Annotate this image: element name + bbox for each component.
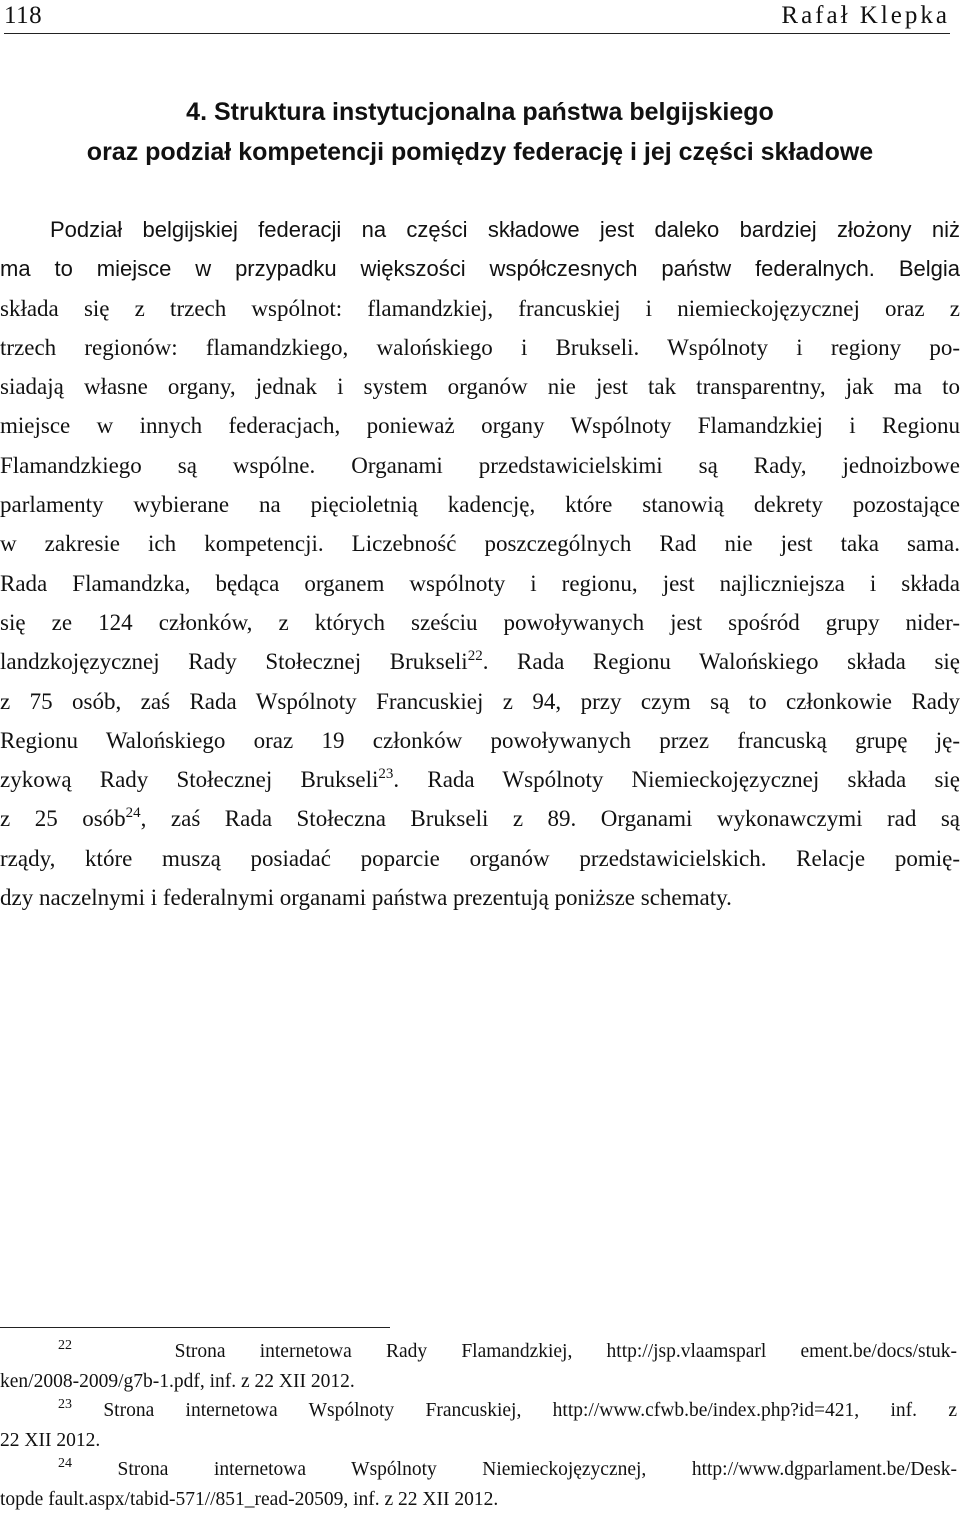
footnotes bbox=[0, 1337, 957, 1514]
section-heading-line: oraz podział kompetencji pomiędzy federację i jej części składowe bbox=[0, 132, 960, 172]
line-text: landzkojęzycznej Rady Stołecznej Brukseli bbox=[0, 649, 468, 674]
footnote-number: 22 bbox=[58, 1338, 72, 1353]
line-text: , zaś Rada Stołeczna Brukseli z 89. Organami wykonawczymi rad są bbox=[141, 806, 960, 831]
footnote-22 bbox=[0, 1337, 957, 1367]
footnote-text: Strona internetowa Rady Flamandzkiej, http://jsp.vlaamsparl ement.be/docs/stuk- bbox=[175, 1341, 957, 1362]
paragraph-line: Regionu Walońskiego oraz 19 członków powoływanych przez francuską grupę ję- bbox=[0, 721, 960, 760]
paragraph-line: składa się z trzech wspólnot: flamandzkiej, francuskiej i niemieckojęzycznej oraz z bbox=[0, 289, 960, 328]
footnote-ref-22[interactable]: 22 bbox=[468, 648, 483, 664]
paragraph-line bbox=[0, 799, 960, 838]
paragraph-line: się ze 124 członków, z których sześciu powoływanych jest spośród grupy nider- bbox=[0, 603, 960, 642]
line-text: z 25 osób bbox=[0, 806, 126, 831]
footnote-23-cont: 22 XII 2012. bbox=[0, 1426, 957, 1456]
footnote-text: Strona internetowa Wspólnoty Niemieckojęzycznej, http://www.dgparlament.be/Desk- bbox=[118, 1459, 957, 1480]
line-text: zykową Rady Stołecznej Brukseli bbox=[0, 767, 378, 792]
footnote-number: 23 bbox=[58, 1397, 72, 1412]
line-text: . Rada Wspólnoty Niemieckojęzycznej składa się bbox=[393, 767, 960, 792]
paragraph-line: dzy naczelnymi i federalnymi organami państwa prezentują poniższe schematy. bbox=[0, 878, 960, 917]
paragraph-line: parlamenty wybierane na pięcioletnią kadencję, które stanowią dekrety pozostające bbox=[0, 485, 960, 524]
paragraph-line: siadają własne organy, jednak i system organów nie jest tak transparentny, jak ma to bbox=[0, 367, 960, 406]
paragraph-line: w zakresie ich kompetencji. Liczebność poszczególnych Rad nie jest taka sama. bbox=[0, 524, 960, 563]
footnote-24-cont: topde fault.aspx/tabid-571//851_read-20509, inf. z 22 XII 2012. bbox=[0, 1485, 957, 1514]
footnote-text: Strona internetowa Wspólnoty Francuskiej, http://www.cfwb.be/index.php?id=421, inf. z bbox=[103, 1400, 957, 1421]
paragraph-line: ma to miejsce w przypadku większości współczesnych państw federalnych. Belgia bbox=[0, 249, 960, 288]
footnote-24 bbox=[0, 1455, 957, 1485]
paragraph-line bbox=[0, 642, 960, 681]
page-header bbox=[4, 0, 950, 34]
section-heading bbox=[0, 92, 960, 172]
header-rule bbox=[4, 33, 950, 34]
footnote-22-cont: ken/2008-2009/g7b-1.pdf, inf. z 22 XII 2012. bbox=[0, 1367, 957, 1397]
paragraph-line: rządy, które muszą posiadać poparcie organów przedstawicielskich. Relacje pomię- bbox=[0, 839, 960, 878]
paragraph-line: Podział belgijskiej federacji na części składowe jest daleko bardziej złożony niż bbox=[0, 210, 960, 249]
footnote-number: 24 bbox=[58, 1456, 72, 1471]
line-text: . Rada Regionu Walońskiego składa się bbox=[483, 649, 960, 674]
paragraph-line: z 75 osób, zaś Rada Wspólnoty Francuskiej z 94, przy czym są to członkowie Rady bbox=[0, 682, 960, 721]
paragraph-line bbox=[0, 760, 960, 799]
paragraph-line: miejsce w innych federacjach, ponieważ organy Wspólnoty Flamandzkiej i Regionu bbox=[0, 406, 960, 445]
paragraph-line: Rada Flamandzka, będąca organem wspólnoty i regionu, jest najliczniejsza i składa bbox=[0, 564, 960, 603]
body-paragraph bbox=[0, 210, 960, 917]
page-number: 118 bbox=[4, 2, 42, 30]
footnote-ref-24[interactable]: 24 bbox=[126, 805, 141, 821]
section-heading-line: 4. Struktura instytucjonalna państwa belgijskiego bbox=[0, 92, 960, 132]
paragraph-line: trzech regionów: flamandzkiego, walońskiego i Brukseli. Wspólnoty i regiony po- bbox=[0, 328, 960, 367]
paragraph-line: Flamandzkiego są wspólne. Organami przedstawicielskimi są Rady, jednoizbowe bbox=[0, 446, 960, 485]
footnote-separator bbox=[0, 1327, 390, 1328]
footnote-23 bbox=[0, 1396, 957, 1426]
running-head-author: Rafał Klepka bbox=[781, 2, 950, 30]
footnote-ref-23[interactable]: 23 bbox=[378, 766, 393, 782]
